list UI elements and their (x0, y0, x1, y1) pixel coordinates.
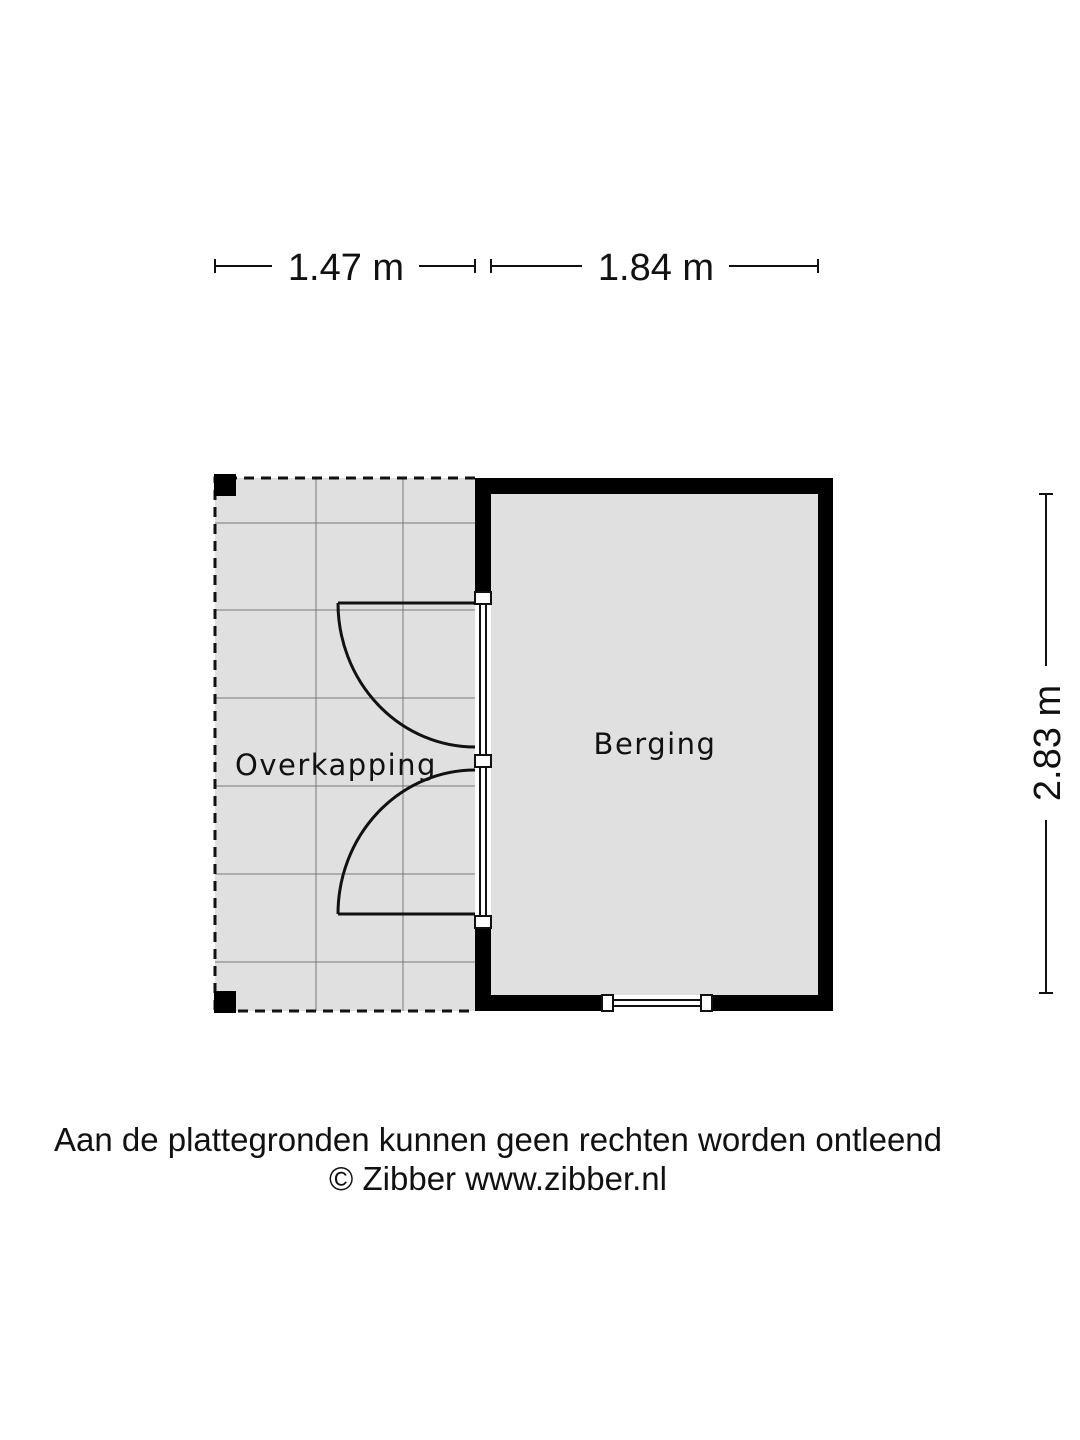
dimension-top-left (215, 247, 475, 289)
door-jamb-middle (475, 755, 491, 767)
dimension-right (1027, 494, 1069, 993)
room-label-overkapping: Overkapping (235, 748, 437, 782)
door-jamb-top (475, 592, 491, 604)
copyright-text: © Zibber www.zibber.nl (329, 1160, 667, 1197)
window-bottom (602, 995, 712, 1011)
overkapping-area (214, 474, 475, 1013)
disclaimer-text: Aan de plattegronden kunnen geen rechten worden ontleend (53, 1121, 943, 1158)
room-label-berging: Berging (593, 727, 717, 761)
dimension-label-top-right: 1.84 m (597, 247, 715, 289)
dimension-label-right: 2.83 m (1027, 684, 1069, 802)
post-top-left (214, 474, 236, 496)
dimension-label-top-left: 1.47 m (287, 247, 405, 289)
dimension-top-right (491, 247, 818, 289)
overkapping-floor (215, 478, 475, 1011)
post-bottom-left (214, 991, 236, 1013)
window-jamb-right (701, 995, 712, 1011)
door-jamb-bottom (475, 916, 491, 928)
window-jamb-left (602, 995, 613, 1011)
